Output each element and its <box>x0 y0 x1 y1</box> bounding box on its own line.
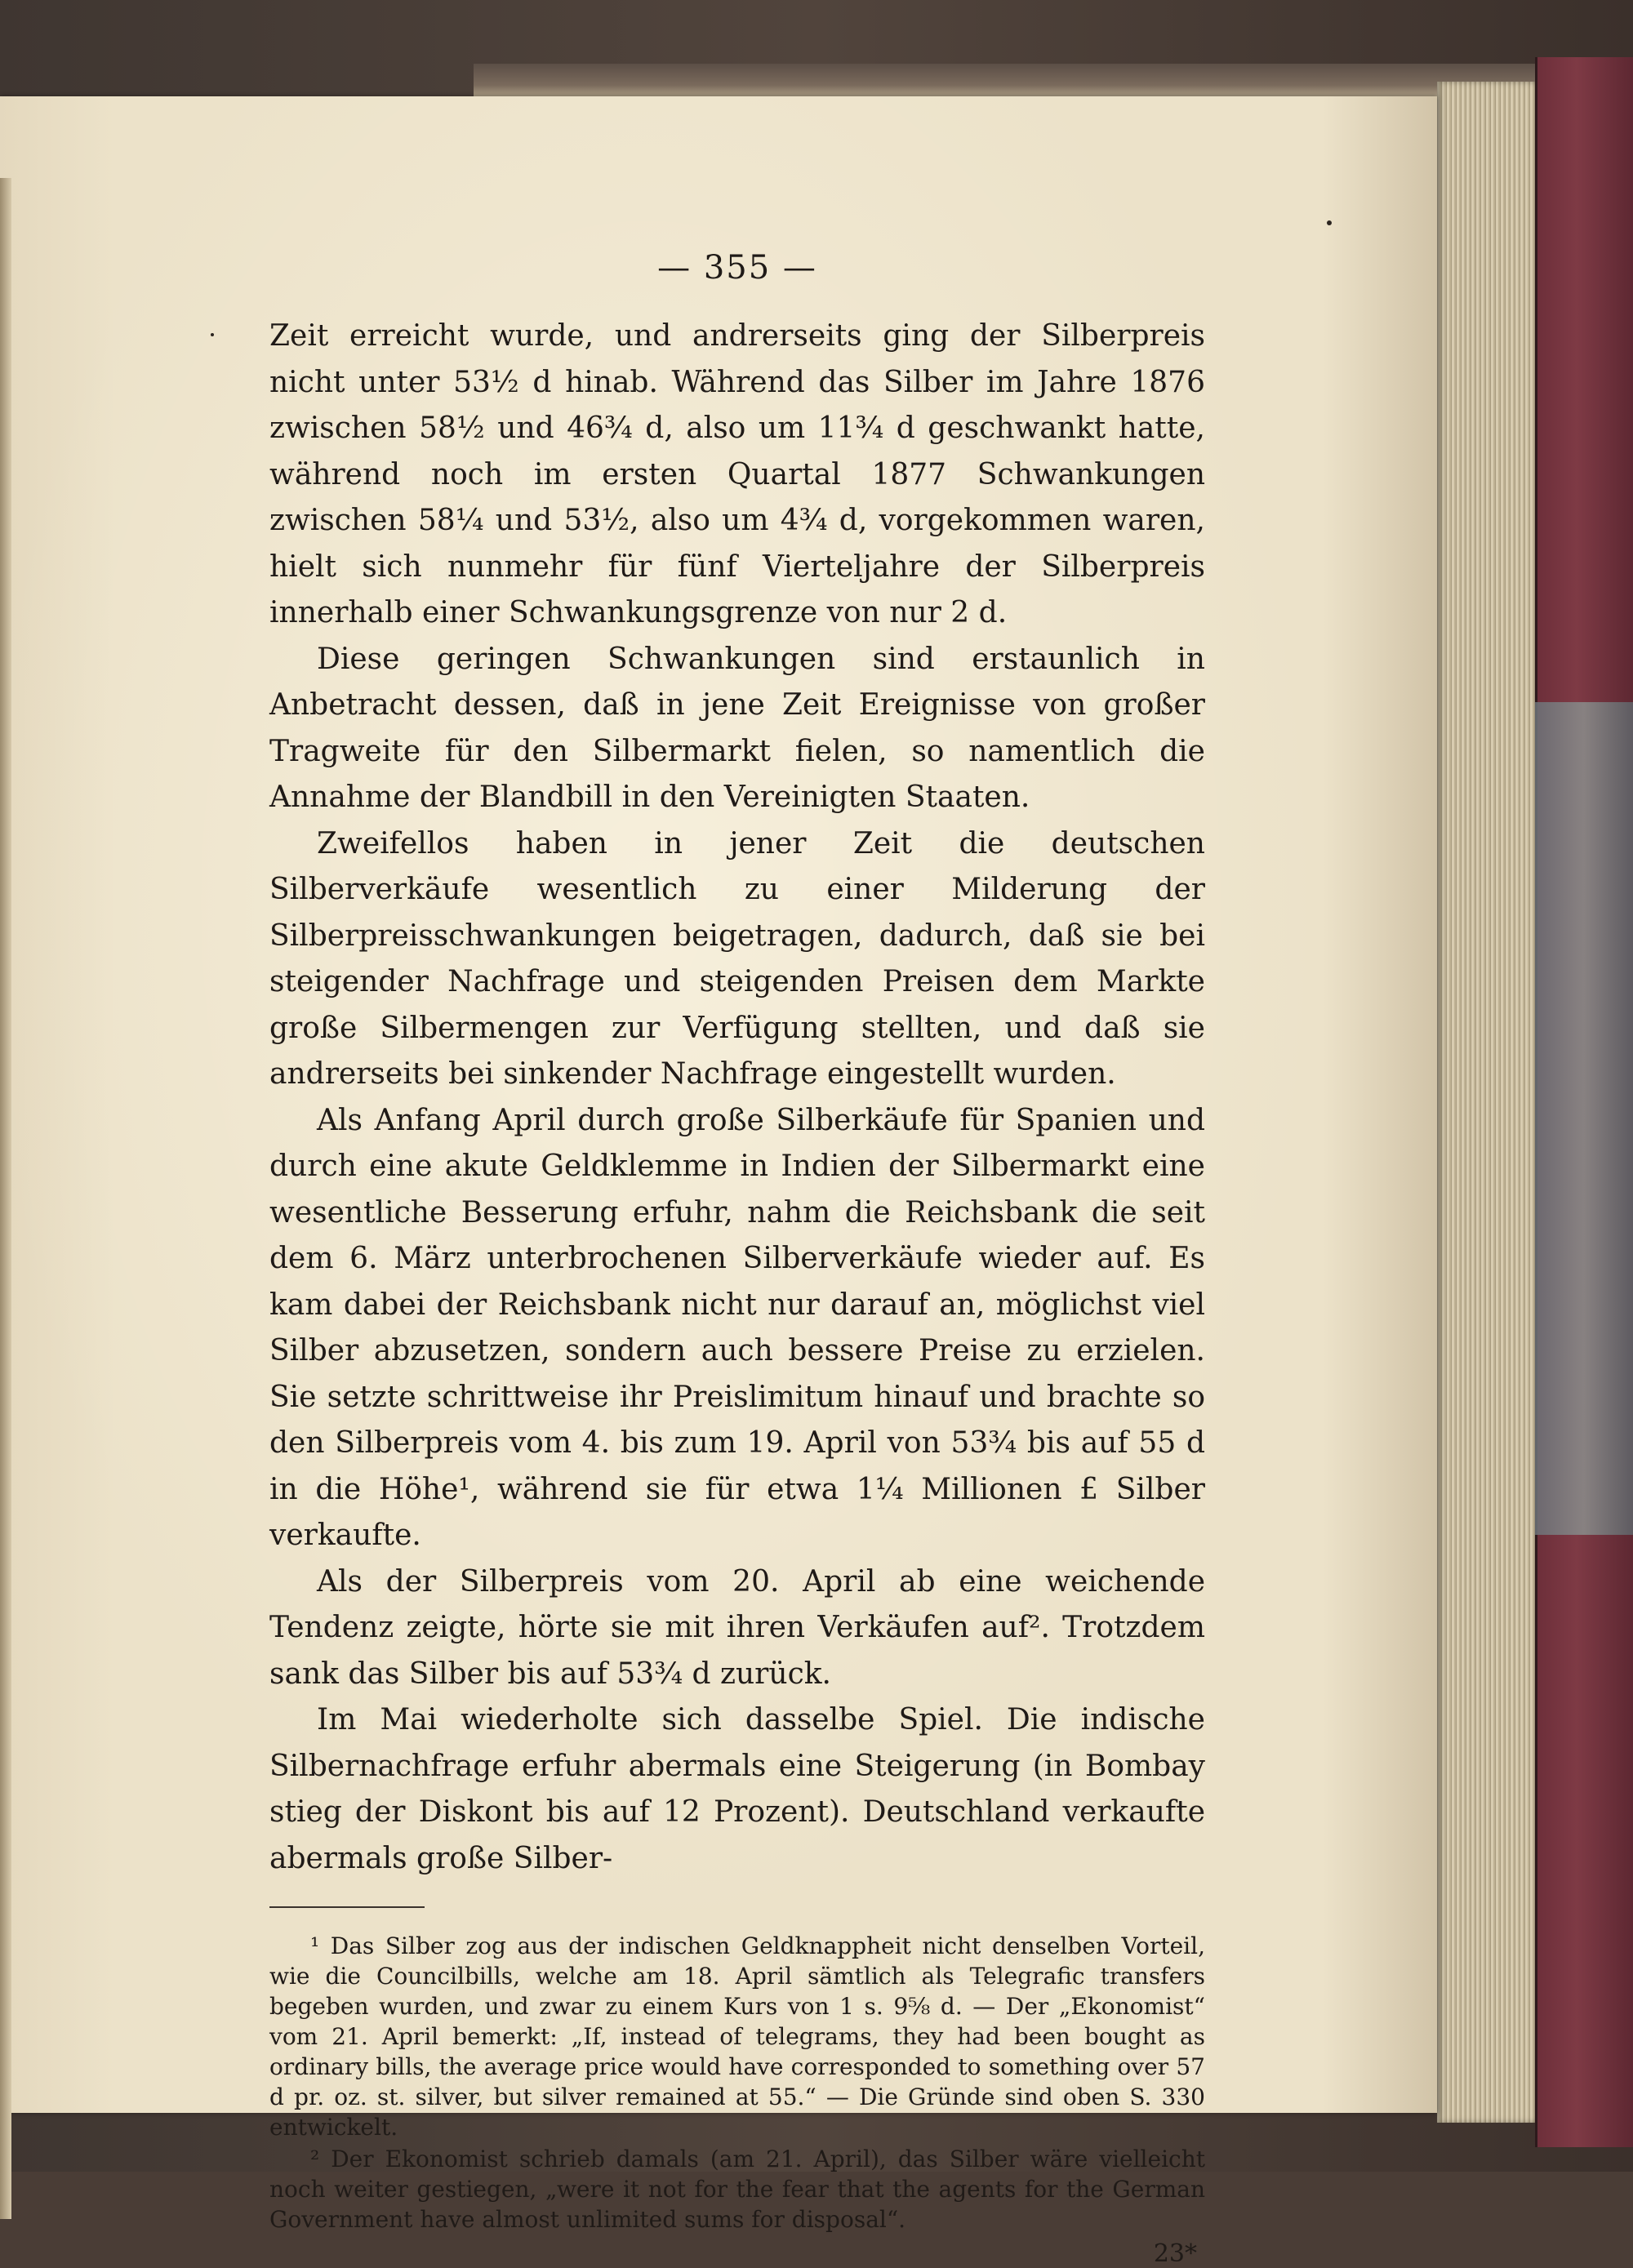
cover-marbled-band <box>1535 702 1633 1535</box>
paragraph: Diese geringen Schwankungen sind erstaunlich in Anbetracht dessen, daß in jene Zeit Ereignisse von großer Tragweite für den Silbermarkt fielen, so namentlich die Annahme der Blandbill in den Vereinigten Staaten. <box>269 642 1205 814</box>
footnote: ² Der Ekonomist schrieb damals (am 21. April), das Silber wäre vielleicht noch weiter gestiegen, „were it not for the fear that the agents for the German Government have almost unlimited sums for disposal“. <box>269 2146 1205 2233</box>
footnote: ¹ Das Silber zog aus der indischen Geldknappheit nicht denselben Vorteil, wie die Councilbills, welche am 18. April sämtlich als Telegrafic transfers begeben wurden, und zwar zu einem Kurs von 1 s. 9⅝ d. — Der „Ekonomist“ vom 21. April bemerkt: „If, instead of telegrams, they had been bought as ordinary bills, the average price would have corresponded to something over 57 d pr. oz. st. silver, but silver remained at 55.“ — Die Gründe sind oben S. 330 entwickelt. <box>269 1932 1205 2141</box>
paper-speck <box>1327 220 1332 225</box>
page-number: — 355 — <box>657 249 817 287</box>
paragraph: Zeit erreicht wurde, und andrerseits ging der Silberpreis nicht unter 53½ d hinab. Während das Silber im Jahre 1876 zwischen 58½ und 46¾ d, also um 11¾ d geschwankt hatte, während noch im ersten Quartal 1877 Schwankungen zwischen 58¼ und 53½, also um 4¾ d, vorgekommen waren, hielt sich nunmehr für fünf Vierteljahre der Silberpreis innerhalb einer Schwankungsgrenze von nur 2 d. <box>269 319 1205 629</box>
paragraph: Im Mai wiederholte sich dasselbe Spiel. Die indische Silbernachfrage erfuhr abermals eine Steigerung (in Bombay stieg der Diskont bis auf 12 Prozent). Deutschland verkaufte abermals große Silber- <box>269 1703 1205 1875</box>
paragraph: Als der Silberpreis vom 20. April ab eine weichende Tendenz zeigte, hörte sie mit ihren Verkäufen auf². Trotzdem sank das Silber bis auf 53¾ d zurück. <box>269 1564 1205 1691</box>
text-block <box>269 245 1205 2268</box>
footnote-divider <box>269 1906 425 1908</box>
book-top-edge <box>474 64 1535 100</box>
page-left-edge <box>0 178 11 2219</box>
page-stack-edge <box>1437 82 1535 2123</box>
printer-signature: 23* <box>1153 2239 1197 2268</box>
paragraph: Zweifellos haben in jener Zeit die deutschen Silberverkäufe wesentlich zu einer Milderung der Silberpreisschwankungen beigetragen, dadurch, daß sie bei steigender Nachfrage und steigenden Preisen dem Markte große Silbermengen zur Verfügung stellten, und daß sie andrerseits bei sinkender Nachfrage eingestellt wurden. <box>269 826 1205 1091</box>
paragraph: Als Anfang April durch große Silberkäufe für Spanien und durch eine akute Geldklemme in Indien der Silbermarkt eine wesentliche Besserung erfuhr, nahm die Reichsbank die seit dem 6. März unterbrochenen Silberverkäufe wieder auf. Es kam dabei der Reichsbank nicht nur darauf an, möglichst viel Silber abzusetzen, sondern auch bessere Preise zu erzielen. Sie setzte schrittweise ihr Preislimitum hinauf und brachte so den Silberpreis vom 4. bis zum 19. April von 53¾ bis auf 55 d in die Höhe¹, während sie für etwa 1¼ Millionen £ Silber verkaufte. <box>269 1103 1205 1552</box>
paper-speck <box>211 333 214 336</box>
